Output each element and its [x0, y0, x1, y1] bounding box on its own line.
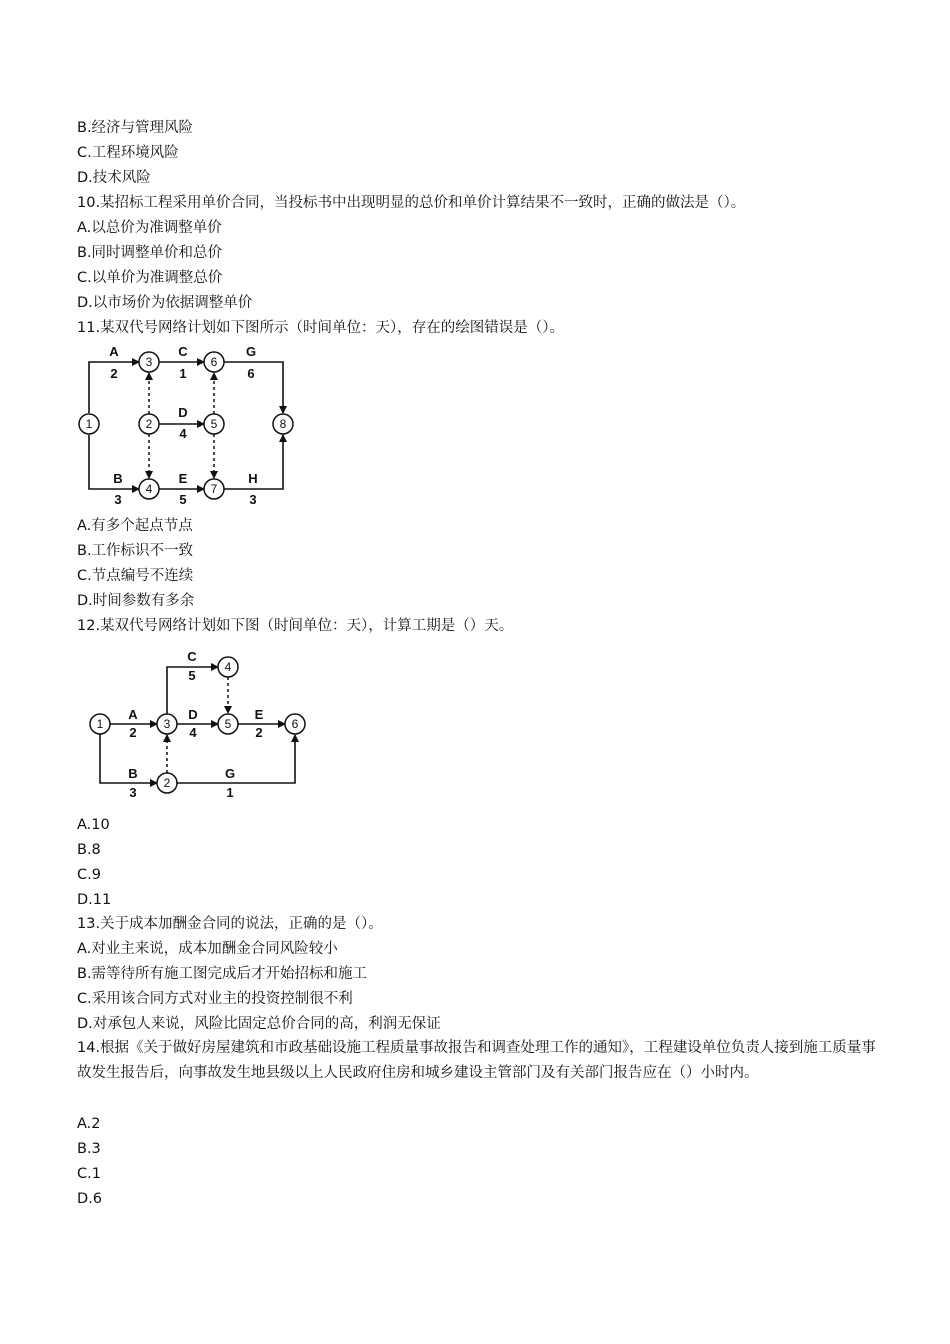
q14-option-c: C.1	[77, 1166, 101, 1182]
q11-node-2-label: 2	[145, 417, 153, 431]
q13-option-a: A.对业主来说，成本加酬金合同风险较小	[77, 941, 338, 957]
q13-option-c: C.采用该合同方式对业主的投资控制很不利	[77, 991, 353, 1007]
q11-node-8-label: 8	[279, 417, 287, 431]
q11-activity-g-name: G	[245, 344, 257, 359]
q11-activity-c-duration: 1	[179, 366, 187, 381]
q10-option-a: A.以总价为准调整单价	[77, 220, 222, 236]
q11-activity-e-name: E	[178, 471, 188, 486]
q12-activity-c-duration: 5	[188, 668, 196, 683]
q11-node-7-label: 7	[210, 482, 218, 496]
q12-node-1-label: 1	[96, 717, 104, 731]
q12-option-b: B.8	[77, 842, 101, 858]
q11-option-d: D.时间参数有多余	[77, 593, 195, 609]
q11-network-diagram	[70, 340, 310, 510]
q11-activity-b-duration: 3	[114, 492, 122, 507]
q12-activity-g-name: G	[224, 766, 236, 781]
q11-node-3-label: 3	[145, 355, 153, 369]
q12-activity-g-duration: 1	[226, 785, 234, 800]
q11-option-c: C.节点编号不连续	[77, 568, 194, 584]
q11-activity-a-duration: 2	[110, 366, 118, 381]
q12-activity-a-name: A	[128, 707, 138, 722]
q12-network-diagram	[80, 645, 320, 805]
q12-node-2-label: 2	[163, 776, 171, 790]
q11-activity-a-name: A	[109, 344, 119, 359]
q12-node-4-label: 4	[224, 660, 232, 674]
q12-activity-c-name: C	[187, 649, 197, 664]
q13-option-b: B.需等待所有施工图完成后才开始招标和施工	[77, 966, 368, 982]
q10-option-d: D.以市场价为依据调整单价	[77, 295, 253, 311]
q11-node-5-label: 5	[210, 417, 218, 431]
q11-activity-h-name: H	[248, 471, 258, 486]
q12-activity-e-duration: 2	[255, 725, 263, 740]
q11-activity-d-name: D	[178, 405, 188, 420]
q12-activity-b-duration: 3	[129, 785, 137, 800]
q13-stem: 13.关于成本加酬金合同的说法，正确的是（）。	[77, 916, 383, 932]
q14-option-d: D.6	[77, 1191, 102, 1207]
q11-activity-d-duration: 4	[179, 426, 187, 441]
q11-activity-c-name: C	[178, 344, 188, 359]
q12-activity-d-duration: 4	[189, 725, 197, 740]
q11-stem: 11.某双代号网络计划如下图所示（时间单位：天），存在的绘图错误是（）。	[77, 320, 565, 336]
q9-option-d: D.技术风险	[77, 170, 151, 186]
q9-option-b: B.经济与管理风险	[77, 120, 194, 136]
q12-option-a: A.10	[77, 817, 110, 833]
q11-activity-h-duration: 3	[249, 492, 257, 507]
q12-node-3-label: 3	[163, 717, 171, 731]
q12-node-6-label: 6	[291, 717, 299, 731]
q11-option-b: B.工作标识不一致	[77, 543, 194, 559]
q12-activity-e-name: E	[254, 707, 264, 722]
q12-stem: 12.某双代号网络计划如下图（时间单位：天），计算工期是（）天。	[77, 618, 514, 634]
q11-node-1-label: 1	[85, 417, 93, 431]
q11-activity-b-name: B	[113, 471, 123, 486]
q11-activity-e-duration: 5	[179, 492, 187, 507]
q12-activity-b-name: B	[128, 766, 138, 781]
q13-option-d: D.对承包人来说，风险比固定总价合同的高，利润无保证	[77, 1016, 441, 1032]
q11-node-4-label: 4	[145, 482, 153, 496]
q14-stem: 14.根据《关于做好房屋建筑和市政基础设施工程质量事故报告和调查处理工作的通知》，工程建设单位负责人接到施工质量事故发生报告后，向事故发生地县级以上人民政府住房和城乡建设主管部门及有关部门报告应在（）小时内。	[77, 1040, 876, 1081]
q12-activity-a-duration: 2	[129, 725, 137, 740]
q10-stem: 10.某招标工程采用单价合同，当投标书中出现明显的总价和单价计算结果不一致时，正确的做法是（）。	[77, 195, 746, 211]
q12-option-c: C.9	[77, 867, 101, 883]
q10-option-c: C.以单价为准调整总价	[77, 270, 223, 286]
q12-node-5-label: 5	[224, 717, 232, 731]
q11-node-6-label: 6	[210, 355, 218, 369]
q10-option-b: B.同时调整单价和总价	[77, 245, 223, 261]
q14-option-b: B.3	[77, 1141, 101, 1157]
q9-option-c: C.工程环境风险	[77, 145, 179, 161]
q14-option-a: A.2	[77, 1116, 101, 1132]
q11-option-a: A.有多个起点节点	[77, 518, 193, 534]
q11-activity-g-duration: 6	[247, 366, 255, 381]
q12-activity-d-name: D	[188, 707, 198, 722]
q12-option-d: D.11	[77, 892, 112, 908]
